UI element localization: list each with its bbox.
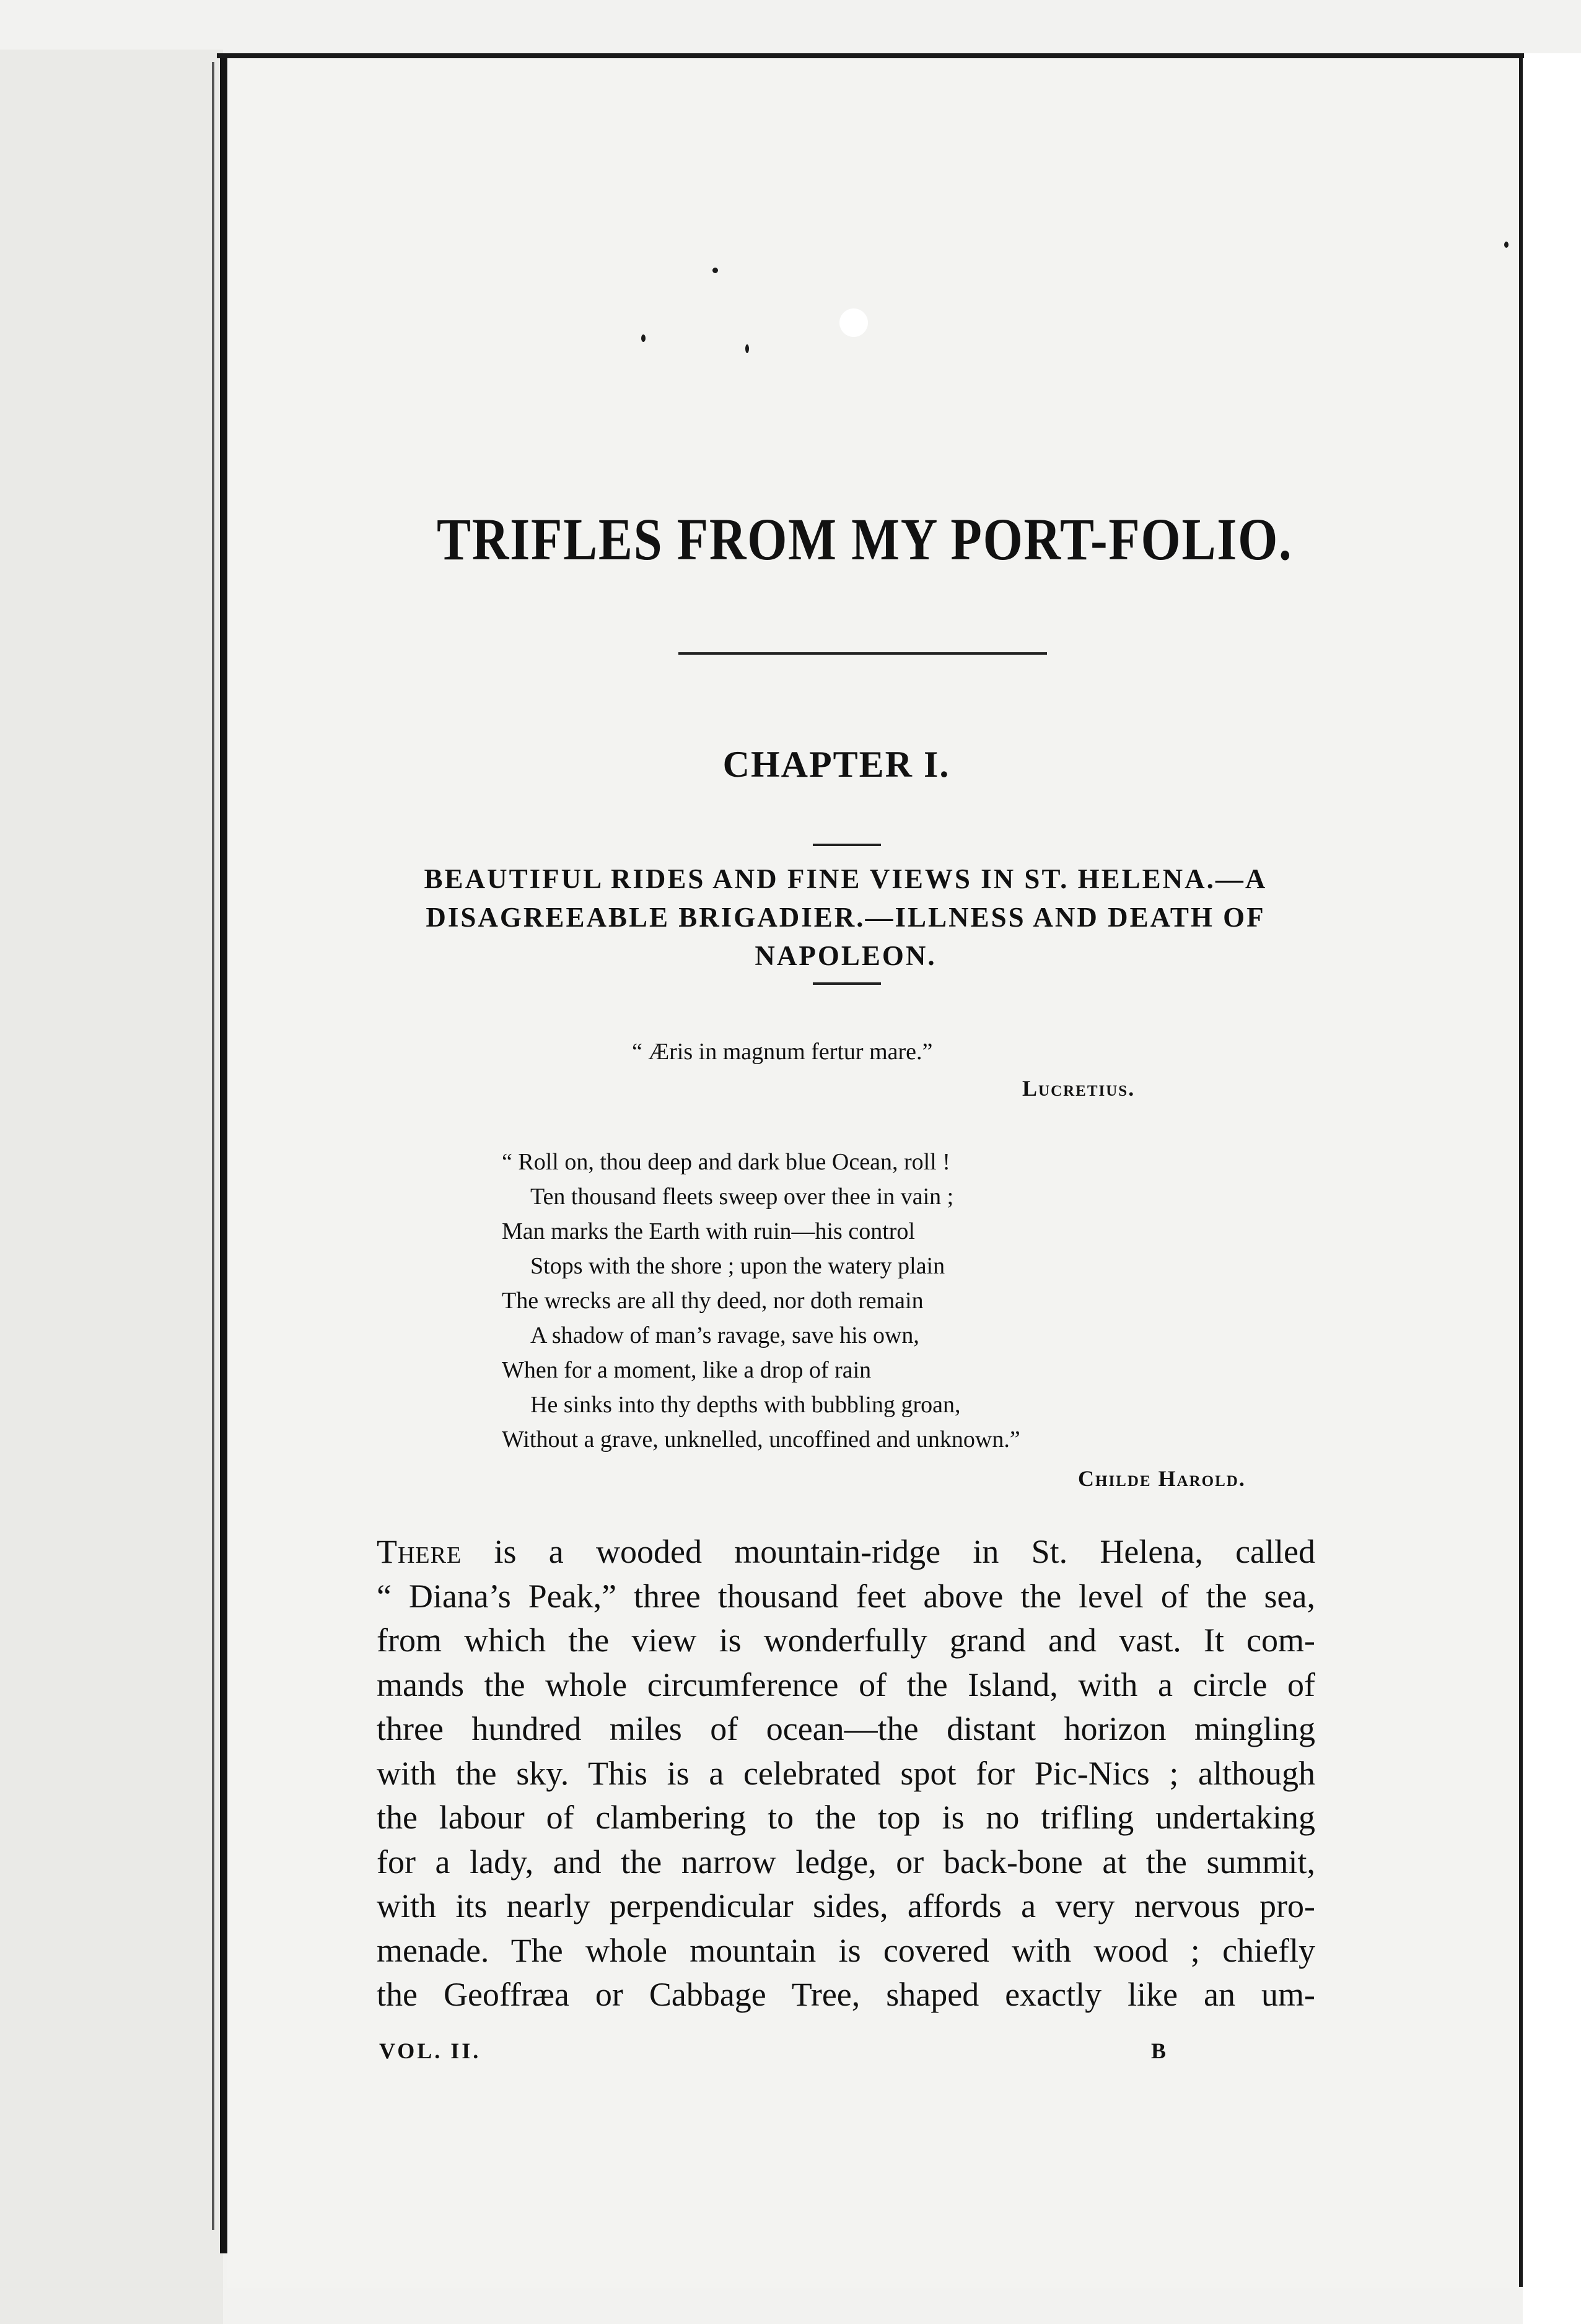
facing-page-gutter — [0, 50, 223, 2324]
chapter-heading: CHAPTER I. — [722, 744, 950, 785]
body-line: the Geoffræa or Cabbage Tree, shaped exactly like an um- — [377, 1976, 1315, 2013]
body-line — [377, 1530, 1315, 1575]
body-line: with the sky. This is a celebrated spot for Pic-Nics ; although — [377, 1754, 1315, 1792]
epigraph-latin: “ Æris in magnum fertur mare.” — [632, 1039, 933, 1065]
poem-line: Without a grave, unknelled, uncoffined and unknown.” — [502, 1426, 1020, 1452]
ink-speck — [712, 268, 718, 273]
title-rule — [678, 652, 1047, 655]
ink-speck — [745, 344, 749, 353]
poem-line: He sinks into thy depths with bubbling groan, — [530, 1392, 961, 1418]
poem-line: The wrecks are all thy deed, nor doth remain — [502, 1288, 924, 1314]
body-line: with its nearly perpendicular sides, affords a very nervous pro- — [377, 1887, 1315, 1924]
chapter-summary-line: BEAUTIFUL RIDES AND FINE VIEWS IN ST. HELENA.—A — [424, 863, 1268, 894]
page-right-edge — [1519, 57, 1523, 2287]
chapter-summary — [372, 860, 1320, 975]
signature-mark: B — [1151, 2038, 1167, 2063]
body-line: “ Diana’s Peak,” three thousand feet above the level of the sea, — [377, 1577, 1315, 1615]
volume-footer: VOL. II. — [379, 2038, 481, 2063]
paper-blemish — [839, 308, 868, 337]
poem-line: When for a moment, like a drop of rain — [502, 1357, 872, 1383]
epigraph-poem — [502, 1145, 1020, 1457]
body-line: three hundred miles of ocean—the distant horizon mingling — [377, 1710, 1315, 1747]
chapter-summary-line: NAPOLEON. — [755, 940, 937, 971]
body-line: menade. The whole mountain is covered with wood ; chiefly — [377, 1931, 1315, 1969]
page-top-edge — [217, 53, 1524, 58]
ink-speck — [1504, 242, 1509, 248]
right-margin-strip — [1523, 53, 1581, 2324]
summary-rule — [813, 982, 881, 985]
book-title: TRIFLES FROM MY PORT-FOLIO. — [437, 506, 1293, 572]
drop-word: There — [377, 1533, 462, 1570]
body-line: the labour of clambering to the top is no trifling undertaking — [377, 1799, 1315, 1836]
spine-edge — [220, 55, 227, 2253]
poem-line: Man marks the Earth with ruin—his control — [502, 1218, 915, 1244]
epigraph-latin-attribution: Lucretius. — [1022, 1076, 1136, 1101]
body-line: mands the whole circumference of the Island, with a circle of — [377, 1666, 1315, 1703]
chapter-summary-line: DISAGREEABLE BRIGADIER.—ILLNESS AND DEATH OF — [426, 902, 1266, 933]
chapter-rule — [813, 844, 881, 846]
body-line-text: is a wooded mountain-ridge in St. Helena, called — [494, 1533, 1315, 1570]
poem-line: Ten thousand fleets sweep over thee in vain ; — [530, 1184, 954, 1210]
ink-speck — [641, 334, 646, 342]
poem-line: Stops with the shore ; upon the watery plain — [530, 1253, 945, 1279]
spine-shadow — [212, 62, 214, 2230]
poem-line: A shadow of man’s ravage, save his own, — [530, 1322, 919, 1348]
body-line: from which the view is wonderfully grand and vast. It com- — [377, 1622, 1315, 1659]
epigraph-poem-attribution: Childe Harold. — [1078, 1466, 1246, 1491]
body-line: for a lady, and the narrow ledge, or back-bone at the summit, — [377, 1843, 1315, 1881]
body-paragraph — [377, 1530, 1315, 2017]
poem-line: “ Roll on, thou deep and dark blue Ocean, roll ! — [502, 1149, 950, 1175]
